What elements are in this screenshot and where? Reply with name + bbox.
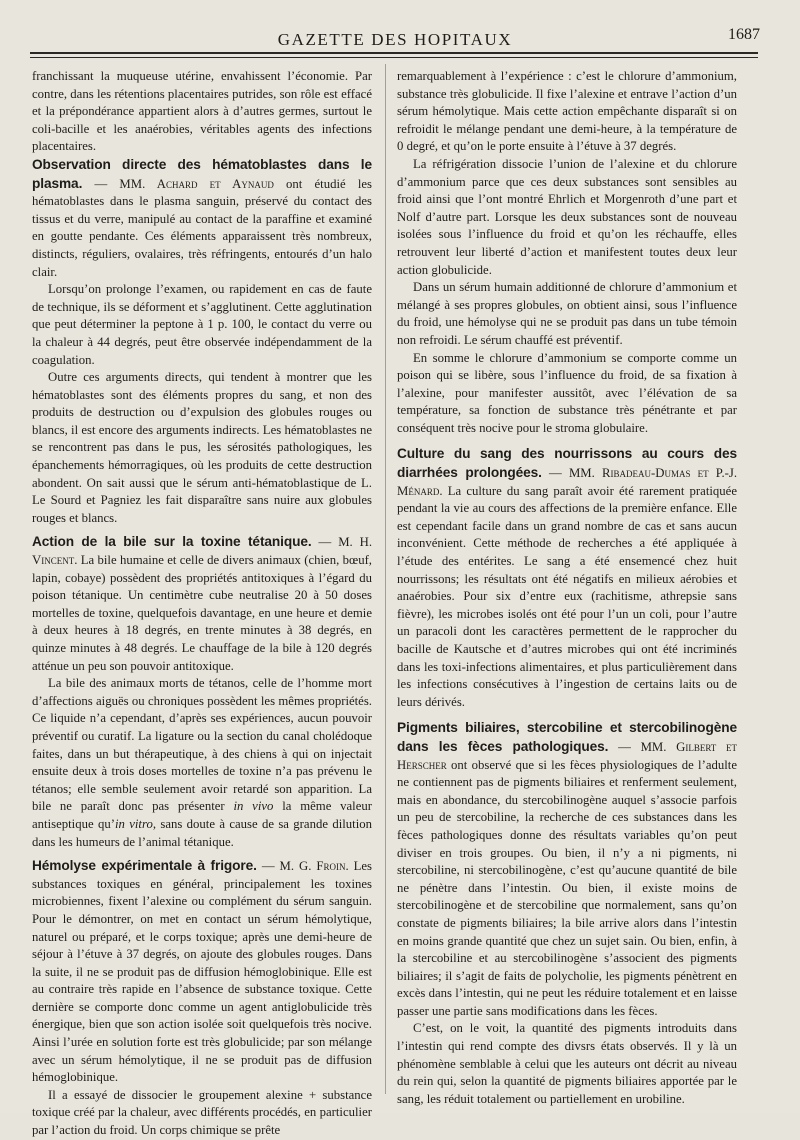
paragraph: franchissant la muqueuse utérine, envahissent l’économie. Par contre, dans les rétentions placentaires putrides, son rôle est effacé et la prépondérance appartient alors à d’autres germes, surtout le coli-bacille et les anaérobies, véritables agents des infections placentaires. [32,69,372,154]
header-rule [30,52,758,54]
article-culture-sang [397,445,737,711]
dash: — [541,466,569,481]
dash: — [82,176,120,191]
article-heading: Hémolyse expérimentale à frigore. [32,858,257,874]
article-authors: M. H. Vincent. [32,535,373,568]
page-header [30,24,760,64]
article-authors: MM. Achard et Aynaud [119,176,274,191]
article-heading: Culture du sang des nourrissons au cours des diarrhées prolongées. [397,446,737,481]
paragraph: remarquablement à l’expérience : c’est le chlorure d’ammonium, substance très globulicide. Il fixe l’alexine et entrave l’action d’un sérum hémolytique. Mais cette action empêchante disparaît si on refroidit le mélange pendant une demi-heure, à la température de 0 degré, et qu’on le porte ensuite à l’étuve à 37 degrés. [397,69,737,154]
article-text: Les substances toxiques en général, principalement les toxines microbiennes, fixent l’alexine ou complément du sérum sanguin. Pour le démontrer, on met en contact un sérum hémolytique, naturel ou préparé, et le corps toxique; après une demi-heure de séjour à l’étuve à 37 degrés, on ajoute des globules rouges. Dans la suite, il ne se produit pas de diffusion hémoglobinique. Elle est au contraire très rapide en l’absence de substance toxique. Cette dernière se comporte donc comme un agent antiglobulicide très énergique, bien que son action isolée soit quelquefois très nocive. Ainsi l’urée en solution forte est très globulicide; par son mélange avec un sérum hémolytique, il ne se produit pas de diffusion hémoglobinique. [32,859,372,1085]
article-heading: Pigments biliaires, stercobiline et stercobilinogène dans les fèces pathologiques. [397,720,737,754]
article-heading: Action de la bile sur la toxine tétanique. [32,534,312,550]
paragraph: Dans un sérum humain additionné de chlorure d’ammonium et mélangé à ses propres globules, on obtient ainsi, sous l’influence du froid, une hémolyse qui ne se produit pas dans un tube témoin non refroidi. Le sérum chauffé est préventif. [397,280,737,347]
article-text: ont étudié les hématoblastes dans le plasma sanguin, préservé du contact des tissus et du verre, manipulé au contact de la paraffine et examiné en goutte pendante. Ces éléments apparaissent très nombreux, distincts, réguliers, ovalaires, très réfringents, entourés d’un halo clair. [32,176,373,279]
article-observation-hematoblastes [32,156,372,281]
dash: — [608,739,641,754]
article-text: ont observé que si les fèces physiologiques de l’adulte ne contiennent pas de pigments biliaires et renferment seulement, mais en abondance, du stercobilinogène auquel s’associe parfois un peu de stercobiline, la recherche de ces substances dans les fèces pathologiques donne des résultats variables qu’on peut diviser en trois groupes. Ou bien, il n’y a ni pigments, ni stercobiline, ni stercobilinogène, c’est qu’aucune quantité de bile ne pénètre dans l’intestin. Ou bien, il existe moins de stercobilinogène et de stercobiline que normalement, sans qu’on constate de pigments biliaires; la bile arrive alors dans l’intestin en moins grande quantité que chez un sujet sain. Ou bien, enfin, à la stercobiline et au stercobilinogène s’associent des pigments biliaires; il s’agit de faits de polycholie, les pigments pénètrent en excès dans l’intestin, qui ne peut les réduire totalement et en laisse passer une partie sans modifications dans les fèces. [397,757,737,1018]
italic-term: in vitro [114,816,153,831]
article-text: La bile humaine et celle de divers animaux (chien, bœuf, lapin, cobaye) possèdent des propriétés antitoxiques à l’égard du poison tétanique. Un centimètre cube neutralise 20 à 50 doses mortelles de toxine, quelquefois davantage, en une heure et demie à deux heures à 18 degrés, en trente minutes à 38 degrés, en quinze minutes à 48 degrés. Le chauffage de la bile à 120 degrés atténue un peu son pouvoir antitoxique. [32,553,372,673]
text-run: , sans doute à cause de sa grande dilution dans les humeurs de l’animal tétanique. [32,816,372,849]
article-heading: Observation directe des hématoblastes dans le plasma. [32,156,372,191]
column-divider [385,64,386,1094]
paragraph: La réfrigération dissocie l’union de l’alexine et du chlorure d’ammonium parce que ces deux substances sont sensibles au froid ainsi que l’ont montré Ehrlich et Morgenroth d’une part et Nolf d’autre part. Lorsque les deux substances sont de nouveau isolées sous l’influence du froid et qu’on les réchauffe, elles retrouvent leur liberté d’action et manifestent toutes deux leur action globulicide. [397,156,737,277]
paragraph: Il a essayé de dissocier le groupement alexine + substance toxique créé par la chaleur, avec différents procédés, en particulier par l’action du froid. Un corps chimique se prête [32,1087,372,1138]
paragraph: Outre ces arguments directs, qui tendent à montrer que les hématoblastes sont des éléments propres du sang, et non des produits de destruction ou d’expulsion des globules rouges ou blancs, il est encore des arguments indirects. Les hématoblastes ne se rencontrent pas dans le pus, les sérosités pathologiques, les épanchements hémorragiques, où les produits de cette destruction abondent. On sait aussi que le sérum anti-hématoblastique de L. Le Sourd et Pagniez les fait disparaître sans nuire aux globules rouges et blancs. [32,370,372,525]
paragraph: Lorsqu’on prolonge l’examen, ou rapidement en cas de faute de technique, ils se déforment et s’agglutinent. Cette agglutination que peut déterminer la peptone à 1 p. 100, le contact du verre ou la chaleur à 44 degrés, peut être observée indépendamment de la coagulation. [32,282,372,367]
right-column [397,68,738,1106]
article-authors: MM. Gilbert et Herscher [397,739,737,772]
paragraph [32,675,372,851]
article-authors: M. G. Froin. [279,859,349,874]
page-number: 1687 [728,26,760,43]
dash: — [311,535,339,550]
article-bile-toxine [32,533,372,675]
article-authors: MM. Ribadeau-Dumas et P.-J. Ménard. [397,466,738,498]
article-text: La culture du sang paraît avoir été rarement pratiquée pendant la vie au cours des affections de la première enfance. Elle est cependant facile dans un grand nombre de cas et sans aucun inconvénient. Cette méthode de recherches a été appliquée à l’étude des entérites. Le sang a été ensemencé chez huit nourrissons; les résultats ont été négatifs en milieux aérobies et anaérobies. Pour six d’entre eux (rachitisme, athrepsie sans fièvre), les microbes isolés ont été pour l’un un coli, pour l’autre un paracoli dont les caractères permettent de le rapprocher du bacille de Kautsche et d’autres microbes qui ont été incriminés dans les toxi-infections alimentaires, et plus particulièrement dans les infections consécutives à l’ingestion de certains laits ou de leurs dérivés. [397,483,737,709]
header-rule-thin [30,57,758,58]
running-title: GAZETTE DES HOPITAUX [277,30,513,49]
text-run: La bile des animaux morts de tétanos, celle de l’homme mort d’affections aiguës ou chroniques possèdent les mêmes propriétés. Ce liquide n’a cependant, d’après ses expériences, aucun pouvoir préventif ou curatif. La ligature ou la section du canal cholédoque faites, dans un but thérapeutique, à des chiens à qui on injectait ensuite deux à trois doses mortelles de toxine n’a pas prévenu le tétanos; elle semble seulement avoir retardé son apparition. La bile ne paraît donc pas présenter [32,676,372,814]
paragraph: En somme le chlorure d’ammonium se comporte comme un poison qui se libère, sous l’influence du froid, de sa fixation à l’alexine, pour manifester aussitôt, avec l’élévation de sa température, sa fonction de substance très pénétrante et par conséquent très nocive pour le stroma globulaire. [397,350,737,435]
article-hemolyse [32,857,372,1087]
article-pigments-biliaires [397,719,737,1020]
dash: — [256,859,280,874]
paragraph: C’est, on le voit, la quantité des pigments introduits dans l’intestin qui rend compte des divsrs états observés. Il y là un phénomène semblable à celui que les auteurs ont décrit au niveau du rein qui, selon la quantité de pigments biliaires apportée par le sang, les réduit totalement ou partiellement en urobiline. [397,1021,737,1106]
text-run: la même valeur antiseptique qu’ [32,799,372,831]
left-column [32,68,373,1138]
italic-term: in vivo [233,799,274,814]
